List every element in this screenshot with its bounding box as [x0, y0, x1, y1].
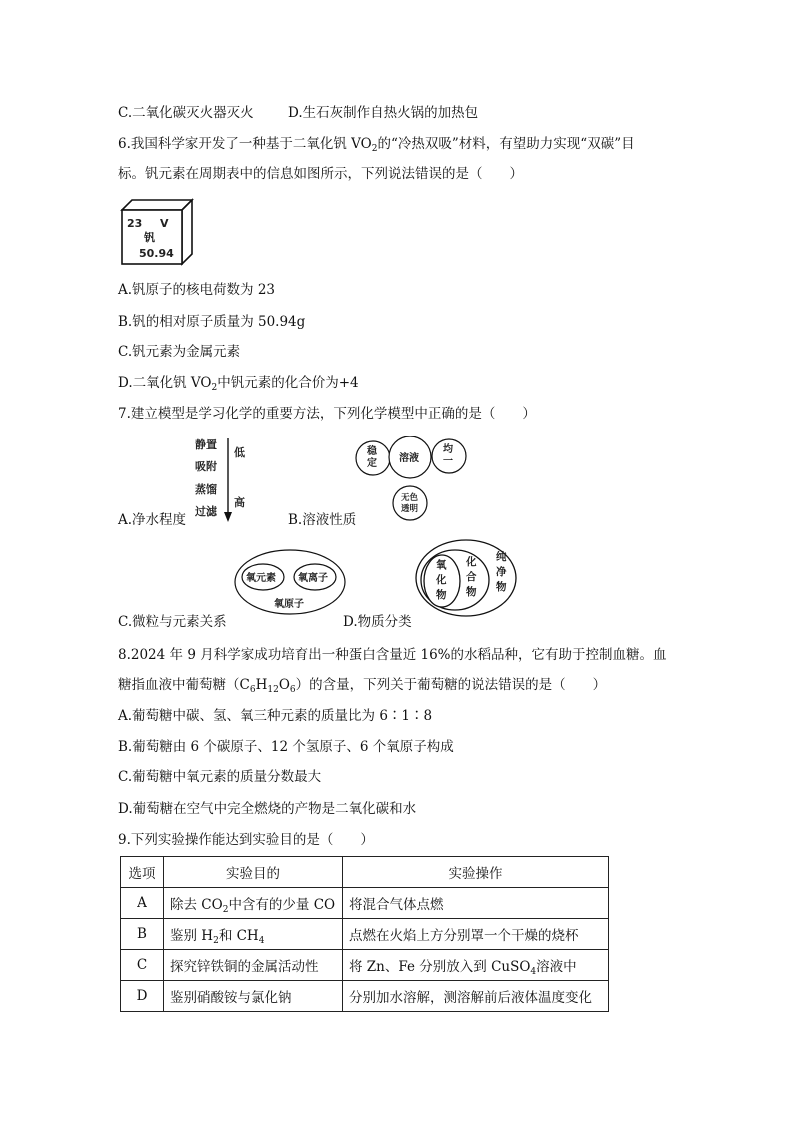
q9-stem: 9.下列实验操作能达到实验目的是（ ）: [118, 832, 374, 848]
q7-option-d: D.物质分类: [343, 614, 412, 630]
row-operation: 点燃在火焰上方分别罩一个干燥的烧杯: [343, 919, 609, 950]
label-wen: 稳定: [367, 446, 377, 469]
header-purpose: 实验目的: [164, 857, 343, 888]
q8-stem-line1: 8.2024 年 9 月科学家成功培育出一种蛋白含量近 16%的水稻品种，它有助于控制血糖。血: [118, 647, 667, 663]
header-operation: 实验操作: [343, 857, 609, 888]
element-symbol: V: [160, 217, 169, 230]
label-yanghuawu: 氧化物: [436, 559, 447, 601]
row-operation: 分别加水溶解，测溶解前后液体温度变化: [343, 981, 609, 1012]
row-option: D: [121, 981, 164, 1012]
label-high: 高: [234, 496, 245, 509]
step-xifu: 吸附: [195, 460, 217, 473]
element-name: 钒: [144, 231, 155, 244]
table-row: [121, 950, 609, 981]
q6-option-b: B.钒的相对原子质量为 50.94g: [118, 314, 306, 330]
step-zhengliu: 蒸馏: [195, 483, 217, 496]
q6-option-a: A.钒原子的核电荷数为 23: [118, 282, 276, 298]
header-option: 选项: [121, 857, 164, 888]
substance-classification-figure: [414, 538, 518, 618]
q8-option-c: C.葡萄糖中氧元素的质量分数最大: [118, 769, 322, 785]
table-row: [121, 888, 609, 919]
particle-relation-figure: [232, 546, 348, 616]
label-chunjingwu: 纯净物: [496, 551, 507, 593]
q8-option-a: A.葡萄糖中碳、氢、氧三种元素的质量比为 6∶1∶8: [118, 708, 433, 724]
q7-option-a: A.净水程度: [118, 512, 187, 528]
q6-stem-line2: 标。钒元素在周期表中的信息如图所示，下列说法错误的是（ ）: [118, 166, 523, 182]
table-row: [121, 919, 609, 950]
row-option: A: [121, 888, 164, 919]
label-huahewu: 化合物: [466, 556, 477, 598]
row-purpose: 鉴别硝酸铵与氯化钠: [164, 981, 343, 1012]
row-option: C: [121, 950, 164, 981]
q6-stem-line1: 6.我国科学家开发了一种基于二氧化钒 $VO_2$的“冷热双吸”材料，有望助力实现“双碳”目: [118, 136, 635, 154]
table-header-row: [121, 857, 609, 888]
element-number: 23: [127, 217, 143, 230]
water-purification-figure: [190, 432, 260, 524]
row-purpose: 探究锌铁铜的金属活动性: [164, 950, 343, 981]
label-rongye: 溶液: [399, 453, 419, 464]
q6-option-d: D.二氧化钒 $VO_2$中钒元素的化合价为+4: [118, 375, 359, 393]
row-operation: 将混合气体点燃: [343, 888, 609, 919]
q7-option-c: C.微粒与元素关系: [118, 614, 227, 630]
step-jingzhi: 静置: [195, 438, 217, 451]
q6-option-c: C.钒元素为金属元素: [118, 344, 241, 360]
solution-properties-figure: [352, 436, 472, 522]
q8-option-b: B.葡萄糖由 6 个碳原子、12 个氢原子、6 个氧原子构成: [118, 739, 454, 755]
label-yangyuanzi: 氧原子: [274, 599, 304, 610]
label-wuse: 无色透明: [401, 493, 419, 514]
q9-table: [120, 856, 609, 1012]
row-purpose: 鉴别 $H_2$和 $CH_4$: [164, 919, 343, 950]
q8-stem-line2: 糖指血液中葡萄糖$(C_6H_{12}O_6)$的含量，下列关于葡萄糖的说法错误的是（ ）: [118, 677, 607, 695]
label-yangyuansu: 氧元素: [246, 573, 276, 584]
label-yanglizi: 氧离子: [298, 573, 328, 584]
row-operation: 将 Zn、Fe 分别放入到 CuSO$_4$溶液中: [343, 950, 609, 981]
q8-option-d: D.葡萄糖在空气中完全燃烧的产物是二氧化碳和水: [118, 801, 417, 817]
row-option: B: [121, 919, 164, 950]
q7-option-b: B.溶液性质: [288, 512, 357, 528]
element-mass: 50.94: [139, 247, 174, 260]
element-card-figure: [118, 196, 196, 266]
q5-option-c: C.二氧化碳灭火器灭火: [118, 105, 254, 121]
q5-option-d: D.生石灰制作自热火锅的加热包: [288, 105, 479, 121]
table-row: [121, 981, 609, 1012]
label-jun: 均一: [443, 444, 453, 467]
row-purpose: 除去 $CO_2$中含有的少量 CO: [164, 888, 343, 919]
step-guolv: 过滤: [195, 505, 217, 518]
label-low: 低: [234, 446, 245, 459]
q7-stem: 7.建立模型是学习化学的重要方法，下列化学模型中正确的是（ ）: [118, 406, 536, 422]
